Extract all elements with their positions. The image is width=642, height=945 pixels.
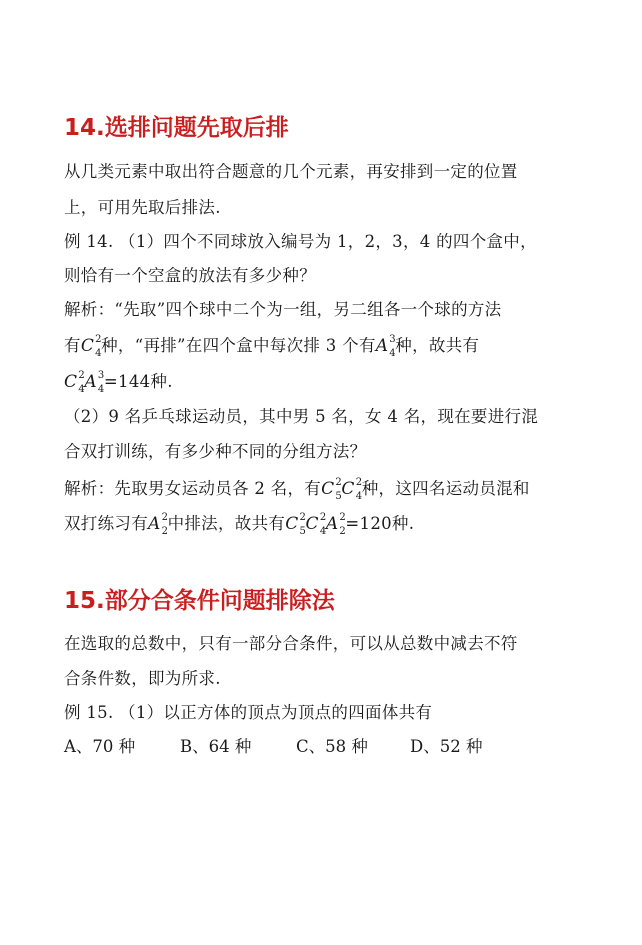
option-a: A、70 种 xyxy=(64,737,136,756)
section-15-title: 15.部分合条件问题排除法 xyxy=(64,588,335,614)
example-14-1-answer-line-2 xyxy=(64,334,479,358)
answer-text: 有 xyxy=(64,336,81,355)
result-value: =144 xyxy=(103,372,151,391)
answer-text: 种，故共有 xyxy=(395,336,480,355)
combination-c-5-2: C 2 5 xyxy=(285,511,307,537)
option-b: B、64 种 xyxy=(180,737,252,756)
example-14-2-answer-line-2 xyxy=(64,512,414,536)
answer-text: 解析：先取男女运动员各 2 名，有 xyxy=(64,479,322,498)
example-14-2-question-line-1: （2）9 名乒乓球运动员，其中男 5 名，女 4 名，现在要进行混 xyxy=(64,407,539,426)
section-15-intro-line-2: 合条件数，即为所求. xyxy=(64,669,221,688)
option-d: D、52 种 xyxy=(410,737,483,756)
combination-c-4-2: C 2 4 xyxy=(64,369,85,395)
arrangement-a-4-3: A 3 4 xyxy=(375,333,396,359)
combination-c-4-2: C 2 4 xyxy=(305,511,327,537)
example-14-1-answer-line-1: 解析：“先取”四个球中二个为一组，另二组各一个球的方法 xyxy=(64,300,502,319)
section-14-intro-line-1: 从几类元素中取出符合题意的几个元素，再安排到一定的位置 xyxy=(64,162,518,181)
option-c: C、58 种 xyxy=(296,737,368,756)
answer-text: 种，这四名运动员混和 xyxy=(361,479,530,498)
result-value: =120 xyxy=(345,514,392,533)
answer-text: 种，“再排”在四个盒中每次排 3 个有 xyxy=(101,336,376,355)
example-14-2-answer-line-1 xyxy=(64,477,530,501)
section-14-title: 14.选排问题先取后排 xyxy=(64,115,289,141)
example-14-1-answer-line-3 xyxy=(64,370,173,394)
section-15-intro-line-1: 在选取的总数中，只有一部分合条件，可以从总数中减去不符 xyxy=(64,634,518,653)
combination-c-4-2: C 2 4 xyxy=(341,476,363,502)
example-14-2-question-line-2: 合双打训练，有多少种不同的分组方法？ xyxy=(64,442,367,461)
answer-text: 双打练习有 xyxy=(64,514,148,533)
arrangement-a-2-2: A 2 2 xyxy=(325,511,347,537)
answer-text: 种. xyxy=(150,372,173,391)
arrangement-a-4-3: A 3 4 xyxy=(84,369,105,395)
section-14-intro-line-2: 上，可用先取后排法. xyxy=(64,198,221,217)
arrangement-a-2-2: A 2 2 xyxy=(148,511,169,537)
example-14-1-question-line-2: 则恰有一个空盒的放法有多少种？ xyxy=(64,266,316,285)
combination-c-4-2: C 2 4 xyxy=(80,333,102,359)
answer-text: 种. xyxy=(391,514,415,533)
answer-text: 中排法，故共有 xyxy=(167,514,286,533)
combination-c-5-2: C 2 5 xyxy=(321,476,343,502)
example-15-1-question: 例 15. （1）以正方体的顶点为顶点的四面体共有 xyxy=(64,703,433,722)
example-14-1-question-line-1: 例 14. （1）四个不同球放入编号为 1，2，3，4 的四个盒中， xyxy=(64,232,537,251)
